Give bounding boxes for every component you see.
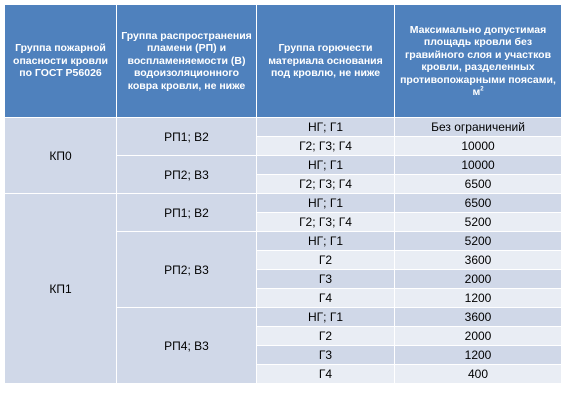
max-area-cell: 5200: [395, 232, 562, 251]
table-row: [5, 118, 562, 137]
max-area-cell: 1200: [395, 346, 562, 365]
max-area-cell: 3600: [395, 308, 562, 327]
combustibility-group-cell: Г4: [257, 365, 395, 384]
max-area-cell: 6500: [395, 175, 562, 194]
combustibility-group-cell: Г4: [257, 289, 395, 308]
header-flame-spread-group: Группа распространения пламени (РП) и воспламеняемости (В) водоизоляционного ковра кровли, не ниже: [117, 5, 257, 118]
fire-class-cell: КП0: [5, 118, 117, 194]
flame-spread-group-cell: РП1; В2: [117, 194, 257, 232]
combustibility-group-cell: Г3: [257, 346, 395, 365]
flame-spread-group-cell: РП2; В3: [117, 232, 257, 308]
fire-class-cell: КП1: [5, 194, 117, 384]
combustibility-group-cell: Г2; Г3; Г4: [257, 137, 395, 156]
combustibility-group-cell: Г2: [257, 327, 395, 346]
combustibility-group-cell: НГ; Г1: [257, 194, 395, 213]
header-max-roof-area-text: Максимально допустимая площадь кровли без гравийного слоя и участков кровли, разделенных противопожарными поясами, м: [400, 23, 556, 98]
header-area-unit-power: 2: [480, 86, 484, 93]
combustibility-group-cell: Г2: [257, 251, 395, 270]
max-area-cell: 1200: [395, 289, 562, 308]
flame-spread-group-cell: РП4; В3: [117, 308, 257, 384]
combustibility-group-cell: Г2; Г3; Г4: [257, 175, 395, 194]
combustibility-group-cell: НГ; Г1: [257, 118, 395, 137]
combustibility-group-cell: НГ; Г1: [257, 156, 395, 175]
max-area-cell: 3600: [395, 251, 562, 270]
max-area-cell: 10000: [395, 137, 562, 156]
header-combustibility-group: Группа горючести материала основания под кровлю, не ниже: [257, 5, 395, 118]
combustibility-group-cell: Г2; Г3; Г4: [257, 213, 395, 232]
max-area-cell: 10000: [395, 156, 562, 175]
table-row: [5, 194, 562, 213]
header-row: [5, 5, 562, 118]
flame-spread-group-cell: РП2; В3: [117, 156, 257, 194]
max-area-cell: 5200: [395, 213, 562, 232]
table-header: [5, 5, 562, 118]
max-area-cell: Без ограничений: [395, 118, 562, 137]
fire-roof-table: [4, 4, 562, 384]
combustibility-group-cell: НГ; Г1: [257, 308, 395, 327]
max-area-cell: 400: [395, 365, 562, 384]
max-area-cell: 6500: [395, 194, 562, 213]
header-fire-class: Группа пожарной опасности кровли по ГОСТ Р56026: [5, 5, 117, 118]
combustibility-group-cell: НГ; Г1: [257, 232, 395, 251]
max-area-cell: 2000: [395, 270, 562, 289]
flame-spread-group-cell: РП1; В2: [117, 118, 257, 156]
combustibility-group-cell: Г3: [257, 270, 395, 289]
header-max-roof-area: [395, 5, 562, 118]
table-body: [5, 118, 562, 384]
max-area-cell: 2000: [395, 327, 562, 346]
